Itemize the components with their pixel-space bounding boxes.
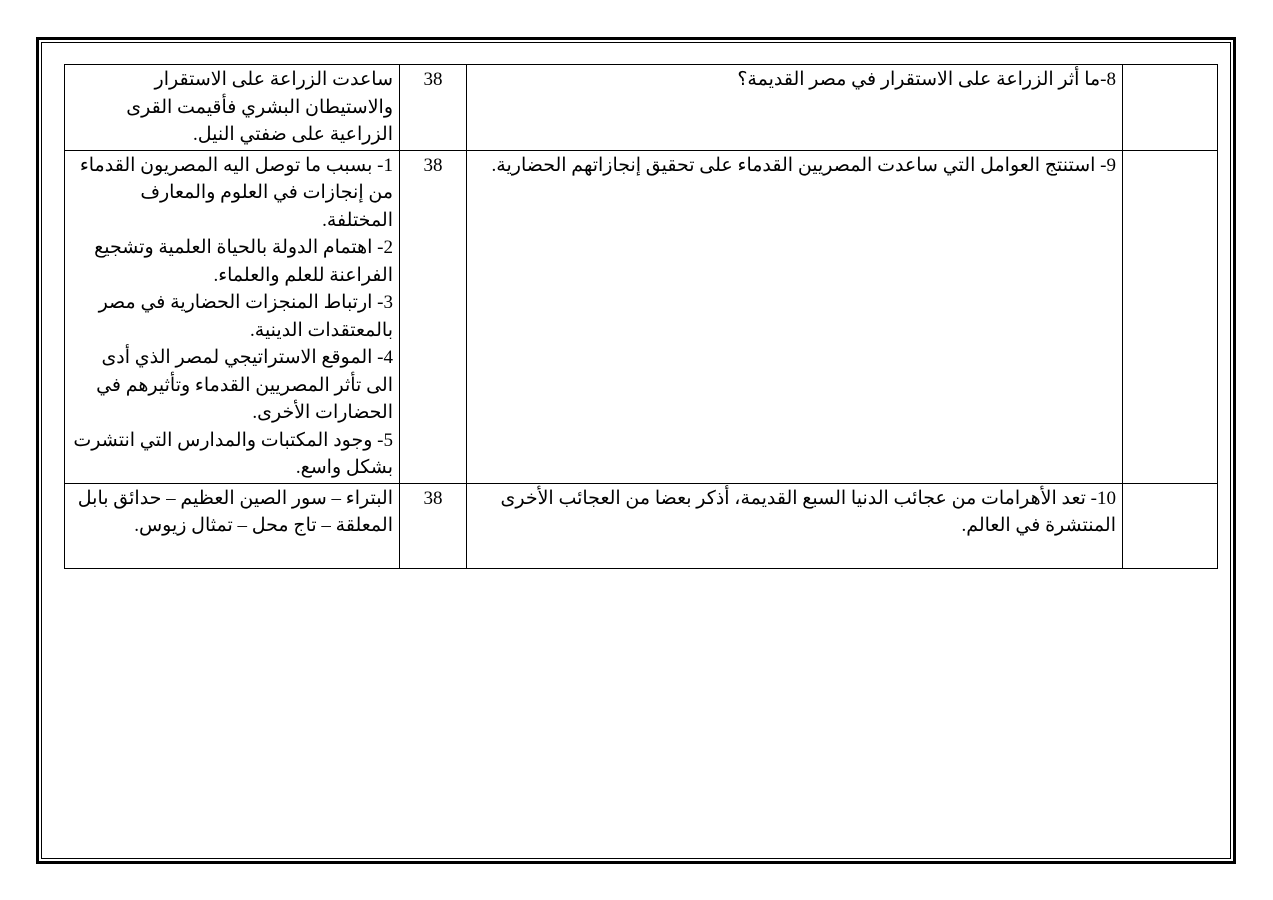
page-cell: [400, 65, 467, 151]
row-label-cell: [1123, 65, 1218, 151]
question-cell: [467, 150, 1123, 483]
answer-point: 4- الموقع الاستراتيجي لمصر الذي أدى الى تأثر المصريين القدماء وتأثيرهم في الحضارات الأخرى.: [96, 347, 393, 423]
answer-cell: [65, 483, 400, 568]
question-text: 8-ما أثر الزراعة على الاستقرار في مصر القديمة؟: [737, 69, 1116, 90]
page-cell: [400, 150, 467, 483]
table-row: [65, 150, 1218, 483]
question-cell: [467, 65, 1123, 151]
page-cell: [400, 483, 467, 568]
question-text: 9- استنتج العوامل التي ساعدت المصريين القدماء على تحقيق إنجازاتهم الحضارية.: [491, 154, 1116, 176]
answer-point: 2- اهتمام الدولة بالحياة العلمية وتشجيع الفراعنة للعلم والعلماء.: [94, 237, 393, 286]
page-number: 38: [423, 154, 443, 176]
question-cell: [467, 483, 1123, 568]
table-row: [65, 65, 1218, 151]
answer-text: ساعدت الزراعة على الاستقرار والاستيطان البشري فأقيمت القرى الزراعية على ضفتي النيل.: [126, 69, 393, 145]
page-number: 38: [423, 487, 443, 509]
answer-text: البتراء – سور الصين العظيم – حدائق بابل المعلقة – تاج محل – تمثال زيوس.: [77, 487, 393, 536]
question-text: 10- تعد الأهرامات من عجائب الدنيا السبع القديمة، أذكر بعضا من العجائب الأخرى المنتشرة في العالم.: [500, 487, 1116, 536]
row-label-cell: [1123, 483, 1218, 568]
answer-point: 1- بسبب ما توصل اليه المصريون القدماء من إنجازات في العلوم والمعارف المختلفة.: [79, 154, 393, 231]
questions-table: [64, 64, 1218, 569]
answer-cell: [65, 65, 400, 151]
table-row: [65, 483, 1218, 568]
row-label-cell: [1123, 150, 1218, 483]
answer-point: 5- وجود المكتبات والمدارس التي انتشرت بشكل واسع.: [73, 429, 393, 478]
answer-point: 3- ارتباط المنجزات الحضارية في مصر بالمعتقدات الدينية.: [98, 292, 393, 341]
answer-cell: [65, 150, 400, 483]
page-number: 38: [423, 69, 443, 90]
